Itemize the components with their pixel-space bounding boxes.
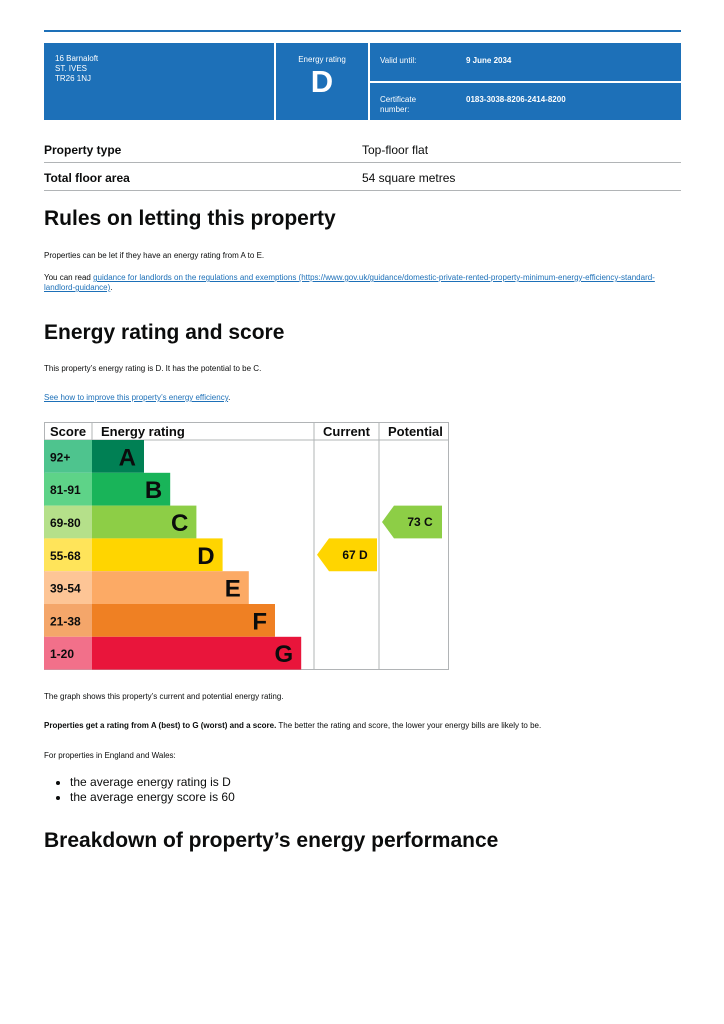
band-score-label: 55-68 [50,548,81,563]
address-line-3: TR26 1NJ [55,74,92,83]
rating-explanation [44,721,674,731]
band-letter: E [224,575,241,603]
property-type-value: Top-floor flat [362,143,429,157]
band-letter: A [118,444,136,472]
band-score-label: 39-54 [50,581,81,596]
band-letter: C [171,510,189,537]
band-score-label: 1-20 [50,647,75,662]
energy-rating-block [276,43,368,120]
rating-explanation-bold: Properties get a rating from A (best) to G (worst) and a score. [44,721,277,730]
rules-heading: Rules on letting this property [44,207,336,230]
chart-header: Score [50,424,87,439]
band-letter: D [197,542,215,570]
graph-note: The graph shows this property’s current and potential energy rating. [44,692,284,701]
floor-area-row [44,163,681,191]
energy-rating-label: Energy rating [298,55,346,64]
property-summary [44,135,681,191]
average-list [70,775,235,805]
england-wales-note: For properties in England and Wales: [44,751,176,760]
property-type-row [44,135,681,163]
band-letter: G [274,641,294,669]
guidance-link[interactable]: guidance for landlords on the regulations and exemptions (https://www.gov.uk/guidance/domestic-private-rented-property-minimum-energy-efficiency-standard-landlord-guidance) [44,273,655,292]
improve-paragraph [44,393,674,403]
band-score-label: 81-91 [50,483,81,498]
valid-until-row [370,43,681,81]
certificate-label-line2: number: [380,105,410,114]
band-letter: F [252,608,267,636]
chart-header: Energy rating [101,424,185,439]
band-score-label: 92+ [50,450,71,465]
band-letter: B [144,477,163,505]
guidance-paragraph [44,273,674,293]
energy-rating-chart [44,422,449,670]
energy-rating-paragraph: This property’s energy rating is D. It has the potential to be C. [44,364,262,373]
certificate-header [44,43,681,120]
certificate-number-label [380,95,416,115]
address-block [44,43,274,120]
current-rating-label: 67 D [342,547,368,562]
address-line-2: ST. IVES [55,64,88,73]
chart-bands [44,440,301,670]
chart-header: Current [323,424,370,439]
property-type-label: Property type [44,143,122,157]
rules-paragraph: Properties can be let if they have an energy rating from A to E. [44,251,265,260]
guidance-prefix: You can read [44,273,94,282]
certificate-label-line1: Certificate [380,95,417,104]
header-row-divider [370,81,681,83]
guidance-suffix: . [110,283,113,292]
floor-area-value: 54 square metres [362,171,456,185]
top-rule [44,30,681,32]
certificate-number-value: 0183-3038-8206-2414-8200 [466,95,566,104]
address-line-1: 16 Barnaloft [55,54,99,63]
valid-until-value: 9 June 2034 [466,56,512,65]
valid-until-label: Valid until: [380,56,417,65]
breakdown-heading: Breakdown of property’s energy performance [44,829,499,852]
chart-header: Potential [388,424,443,439]
floor-area-label: Total floor area [44,171,130,185]
certificate-number-row [370,83,681,120]
energy-rating-letter: D [310,64,334,99]
improve-link[interactable]: See how to improve this property’s energy efficiency [44,393,229,402]
potential-rating-label: 73 C [407,515,433,529]
band-bar [92,637,301,670]
band-bar [92,604,275,637]
improve-suffix: . [228,393,231,402]
rating-explanation-rest: The better the rating and score, the lower your energy bills are likely to be. [276,721,542,730]
band-score-label: 21-38 [50,614,81,629]
list-item: • the average energy rating is D [70,775,235,790]
energy-heading: Energy rating and score [44,321,285,344]
band-score-label: 69-80 [50,516,81,530]
list-item: • the average energy score is 60 [70,790,235,805]
